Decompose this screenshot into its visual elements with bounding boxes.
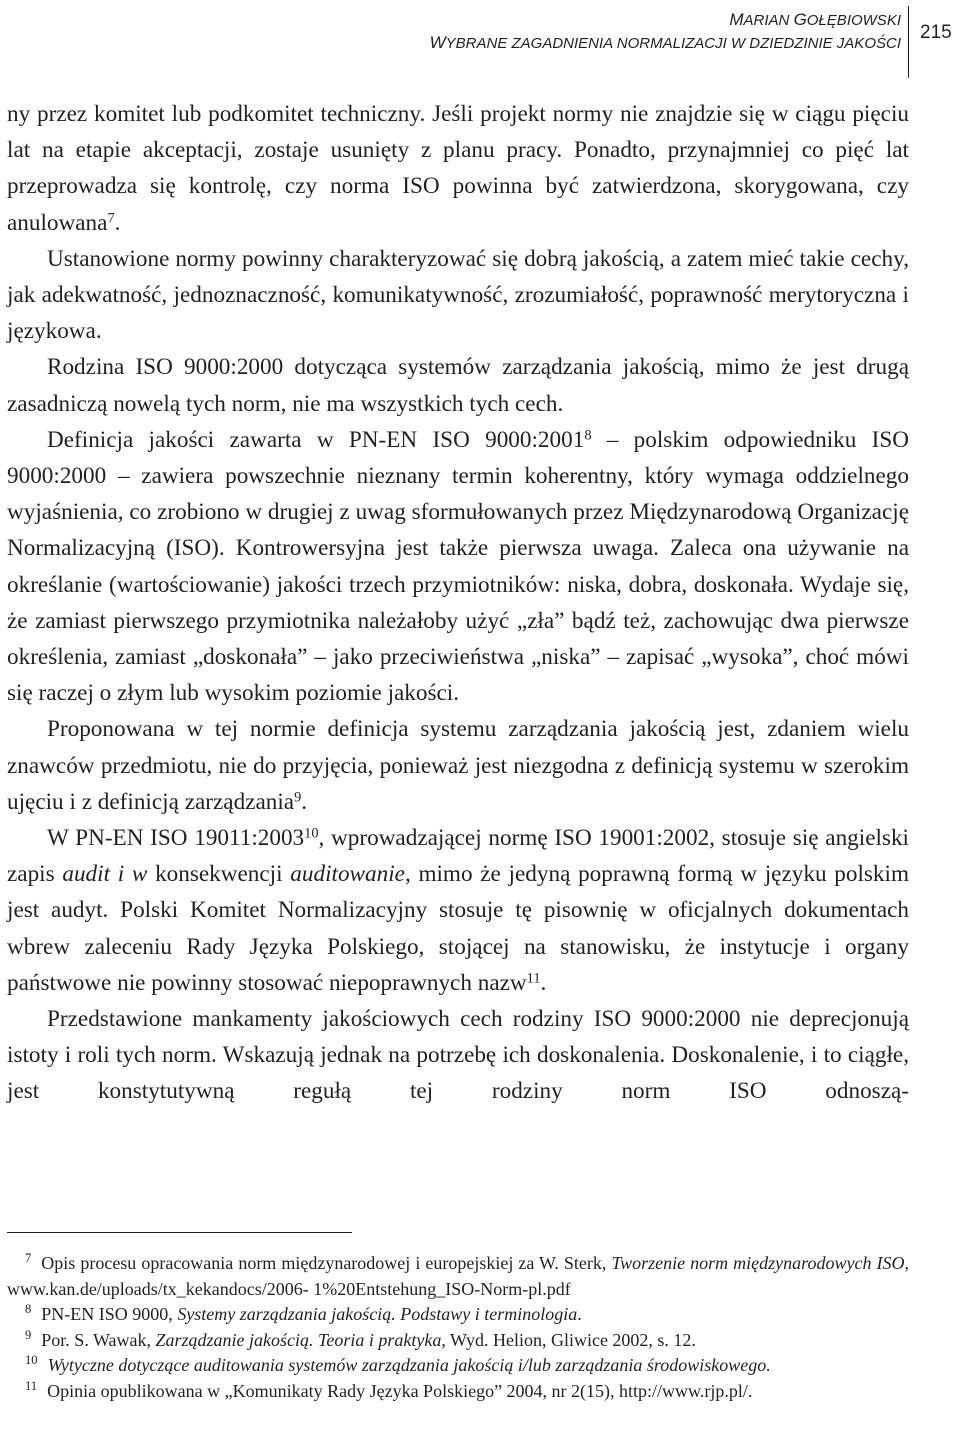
author-rest: ARIAN <box>743 12 794 29</box>
footnote-8: $^8$ PN-EN ISO 9000, Systemy zarządzania jakością. Podstawy i terminologia. <box>25 1302 582 1324</box>
footnote-number: 9 <box>25 1327 32 1342</box>
title-rest: YBRANE ZAGADNIENIA NORMALIZACJI W DZIEDZINIE JAKOŚCI <box>445 35 901 52</box>
footnote-11: $^{11}$ Opinia opublikowana w „Komunikaty Rady Języka Polskiego” 2004, nr 2(15), http://www.rjp.pl/. <box>25 1378 753 1401</box>
paragraph-1: ny przez komitet lub podkomitet techniczny. Jeśli projekt normy nie znajdzie się w ciągu pięciu lat na etapie akceptacji, zostaje usunięty z planu pracy. Ponadto, przynajmniej co pięć lat przeprowadza się kontrolę, czy norma ISO powinna być zatwierdzona, skorygowana, czy anulowana$^7$. <box>7 101 909 236</box>
footnote-number: 10 <box>25 1353 38 1368</box>
footnote-number: 7 <box>25 1251 32 1266</box>
italic-term: audit i w <box>62 861 148 888</box>
header-vertical-rule <box>908 6 909 78</box>
footnote-7: $^7$ Opis procesu opracowania norm międzynarodowej i europejskiej za W. Sterk, Tworzenie norm międzynarodowych ISO, www.kan.de/uploads/tx_kekandocs/2006- 1%20Entstehung_ISO-Norm-pl.pdf <box>7 1251 909 1299</box>
paragraph-4: Definicja jakości zawarta w PN-EN ISO 9000:2001$^8$ – polskim odpowiedniku ISO 9000:2000 – zawiera powszechnie nieznany termin koherentny, który wymaga oddzielnego wyjaśnienia, co zrobiono w drugiej z uwag sformułowanych przez Międzynarodową Organizację Normalizacyjną (ISO). Kontrowersyjna jest także pierwsza uwaga. Zaleca ona używanie na określanie (wartościowanie) jakości trzech przymiotników: niska, dobra, doskonała. Wydaje się, że zamiast pierwszego przymiotnika należałoby użyć „zła” bądź też, zachowując dwa pierwsze określenia, zamiast „doskonała” – jako przeciwieństwa „niska” – zapisać „wysoka”, choć mówi się raczej o złym lub wysokim poziomie jakości. <box>7 426 909 707</box>
author-rest: OŁĘBIOWSKI <box>806 12 901 29</box>
author-initial: M <box>729 10 744 29</box>
paragraph-6: W PN-EN ISO 19011:2003$^{10}$, wprowadzającej normę ISO 19001:2002, stosuje się angielski zapis audit i w konsekwencji auditowanie, mimo że jedyną poprawną formą w języku polskim jest audyt. Polski Komitet Normalizacyjny stosuje tę pisownię w oficjalnych dokumentach wbrew zaleceniu Rady Języka Polskiego, stojącej na stanowisku, że instytucje i organy państwowe nie powinny stosować niepoprawnych nazw$^{11}$. <box>7 825 909 996</box>
footnote-9: $^9$ Por. S. Wawak, Zarządzanie jakością. Teoria i praktyka, Wyd. Helion, Gliwice 2002, s. 12. <box>25 1327 696 1350</box>
footnote-ref-11[interactable]: 11 <box>526 970 541 987</box>
running-header <box>0 0 960 80</box>
author-initial: G <box>793 10 807 29</box>
footnote-ref-7[interactable]: 7 <box>107 210 115 227</box>
header-chapter-title <box>430 33 901 53</box>
footnote-ref-9[interactable]: 9 <box>294 789 302 806</box>
paragraph-3: Rodzina ISO 9000:2000 dotycząca systemów zarządzania jakością, mimo że jest drugą zasadniczą nowelą tych norm, nie ma wszystkich tych cech. <box>7 354 909 417</box>
footnote-number: 11 <box>25 1378 38 1393</box>
paragraph-5: Proponowana w tej normie definicja systemu zarządzania jakością jest, zdaniem wielu znawców przedmiotu, nie do przyjęcia, ponieważ jest niezgodna z definicją systemu w szerokim ujęciu i z definicją zarządzania$^9$. <box>7 716 909 815</box>
paragraph-7: Przedstawione mankamenty jakościowych cech rodziny ISO 9000:2000 nie deprecjonują istoty i roli tych norm. Wskazują jednak na potrzebę ich doskonalenia. Doskonalenie, i to ciągłe, jest konstytutywną regułą tej rodziny norm ISO odnoszą- <box>7 1006 909 1105</box>
footnote-number: 8 <box>25 1302 32 1317</box>
footnote-10: $^{10}$ Wytyczne dotyczące auditowania systemów zarządzania jakością i/lub zarządzania środowiskowego. <box>25 1353 771 1375</box>
title-initial: W <box>429 33 446 52</box>
paragraph-2: Ustanowione normy powinny charakteryzować się dobrą jakością, a zatem mieć takie cechy, jak adekwatność, jednoznaczność, komunikatywność, zrozumiałość, poprawność merytoryczna i językowa. <box>7 245 909 345</box>
footnote-ref-8[interactable]: 8 <box>584 427 592 444</box>
footnote-separator <box>7 1232 352 1233</box>
footnote-ref-10[interactable]: 10 <box>304 825 319 842</box>
footnotes <box>7 1251 909 1404</box>
header-author <box>729 10 901 30</box>
main-text <box>7 96 909 1110</box>
page-number: 215 <box>920 22 952 43</box>
italic-term: auditowanie <box>290 861 405 888</box>
